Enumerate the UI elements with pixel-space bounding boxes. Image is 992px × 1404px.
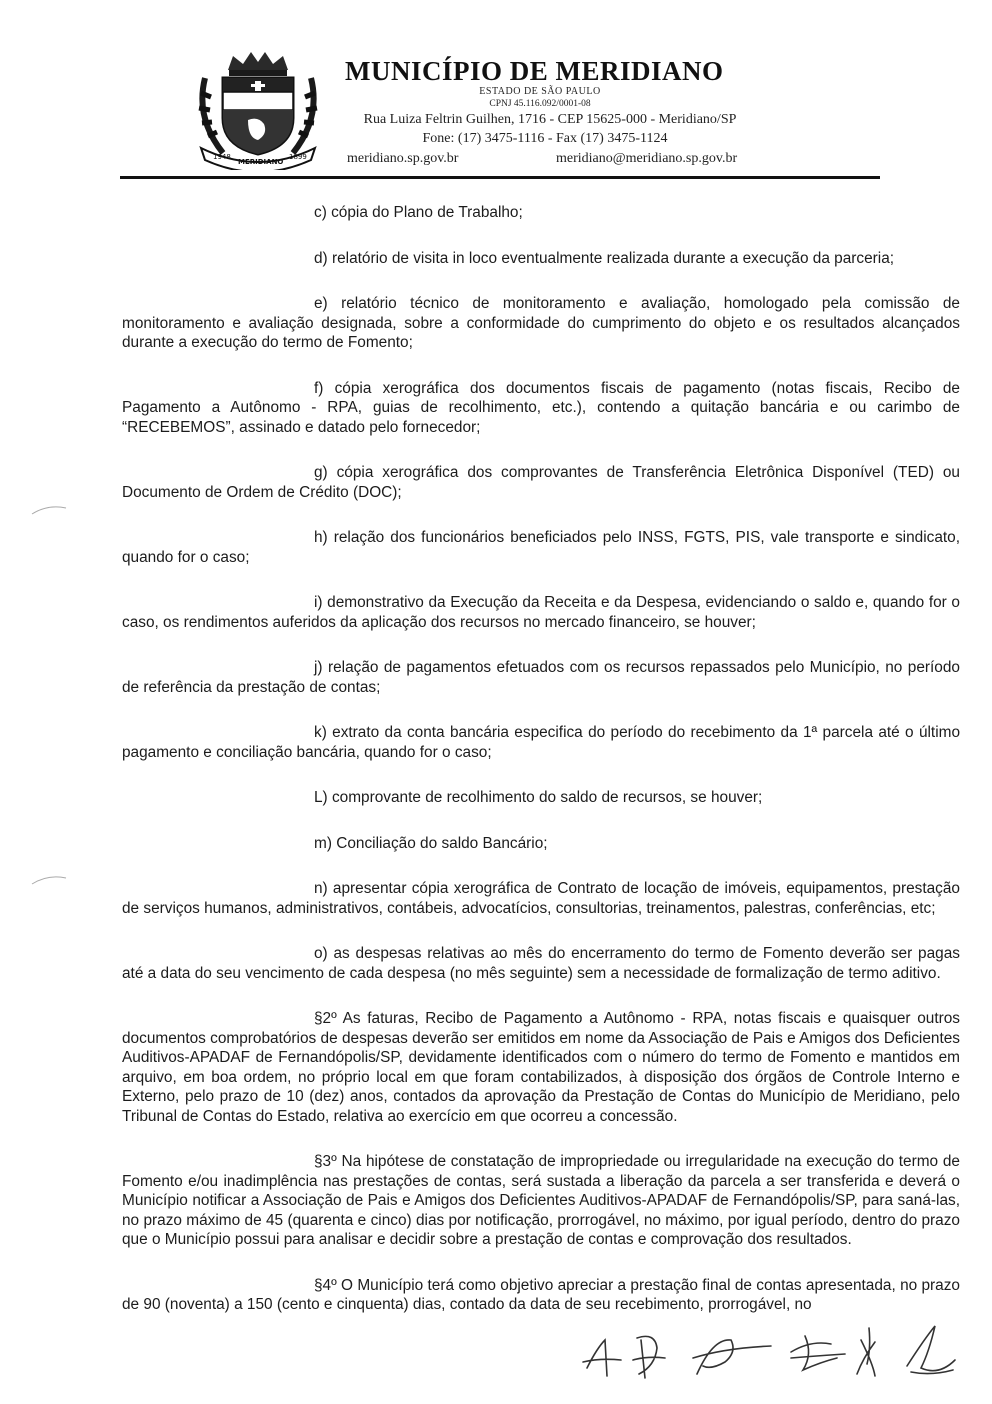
paragraph-item-g: g) cópia xerográfica dos comprovantes de Transferência Eletrônica Disponível (TED) ou Documento de Ordem de Crédito (DOC); — [122, 464, 960, 501]
paragraph-item-h: h) relação dos funcionários beneficiados pelo INSS, FGTS, PIS, vale transporte e sindicato, quando for o caso; — [122, 529, 960, 566]
paragraph-section-3: §3º Na hipótese de constatação de impropriedade ou irregularidade na execução do termo de Fomento e/ou inadimplência nas prestações de contas, será sustada a liberação da parcela a ser transferida e deverá o Município notificar a Associação de Pais e Amigos dos Deficientes Auditivos-APADAF de Fernandópolis/SP, para saná-las, no prazo máximo de 45 (quarenta e cinco) dias por notificação, prorrogável, no máximo, por igual período, dentro do prazo que o Município possui para analisar e decidir sobre a prestação de contas e comprovação dos resultados. — [122, 1153, 960, 1248]
header-divider — [120, 176, 880, 179]
paragraph-section-4: §4º O Município terá como objetivo apreciar a prestação final de contas apresentada, no prazo de 90 (noventa) a 150 (cento e cinquenta) dias, contado da data de seu recebimento, prorrogável, no — [122, 1276, 960, 1313]
municipal-crest-emblem — [193, 48, 323, 170]
margin-mark — [30, 500, 70, 520]
state-name: ESTADO DE SÃO PAULO — [479, 86, 601, 97]
email-address: meridiano@meridiano.sp.gov.br — [556, 151, 738, 166]
crest-year-left: 1948 — [213, 153, 231, 161]
paragraph-item-f: f) cópia xerográfica dos documentos fiscais de pagamento (notas fiscais, Recibo de Pagamento a Autônomo - RPA, guias de recolhimento, etc.), contendo a quitação bancária e ou carimbo de “RECEBEMOS”, assinado e datado pelo fornecedor; — [122, 379, 960, 436]
paragraph-item-i: i) demonstrativo da Execução da Receita e da Despesa, evidenciando o saldo e, quando for o caso, os rendimentos auferidos da aplicação dos recursos no mercado financeiro, se houver; — [122, 594, 960, 631]
crest-ribbon-text: MERIDIANO — [238, 158, 284, 166]
paragraph-section-2: §2º As faturas, Recibo de Pagamento a Autônomo - RPA, notas fiscais e quaisquer outros documentos comprobatórios de despesas deverão ser emitidos em nome da Associação de Pais e Amigos dos Deficientes Auditivos-APADAF de Fernandópolis/SP, devidamente identificados com o número do termo de Fomento e mantidos em arquivo, em boa ordem, no próprio local em que foram contabilizados, à disposição dos órgãos de Controle Interno e Externo, pelo prazo de 10 (dez) anos, contados da aprovação da Prestação de Contas do Município de Meridiano, pelo Tribunal de Contas do Estado, relativa ao exercício em que ocorreu a concessão. — [122, 1010, 960, 1125]
document-body — [122, 203, 960, 1315]
paragraph-item-l: L) comprovante de recolhimento do saldo de recursos, se houver; — [314, 789, 763, 806]
crest-year-right: 1899 — [289, 153, 307, 161]
paragraph-item-m: m) Conciliação do saldo Bancário; — [314, 834, 548, 852]
website-link: meridiano.sp.gov.br — [347, 151, 459, 166]
handwritten-initials-signature — [575, 1318, 975, 1388]
municipality-title: MUNICÍPIO DE MERIDIANO — [345, 56, 724, 86]
cnpj-number: CPNJ 45.116.092/0001-08 — [489, 99, 591, 109]
paragraph-item-d: d) relatório de visita in loco eventualmente realizada durante a execução da parceria; — [314, 249, 895, 267]
paragraph-item-k: k) extrato da conta bancária especifica do período do recebimento da 1ª parcela até o último pagamento e conciliação bancária, quando for o caso; — [122, 724, 960, 761]
margin-mark — [30, 870, 70, 890]
paragraph-item-e: e) relatório técnico de monitoramento e avaliação, homologado pela comissão de monitoramento e avaliação designada, sobre a conformidade do cumprimento do objeto e os resultados alcançados durante a execução do termo de Fomento; — [122, 295, 960, 351]
address-line: Rua Luiza Feltrin Guilhen, 1716 - CEP 15625-000 - Meridiano/SP — [363, 112, 737, 127]
paragraph-item-o: o) as despesas relativas ao mês do encerramento do termo de Fomento deverão ser pagas até a data do seu vencimento de cada despesa (no mês seguinte) sem a necessidade de formalização de termo aditivo. — [122, 945, 960, 982]
paragraph-item-n: n) apresentar cópia xerográfica de Contrato de locação de imóveis, equipamentos, prestação de serviços humanos, administrativos, contábeis, advocatícios, consultorias, treinamentos, palestras, conferências, etc; — [122, 880, 960, 917]
phone-line: Fone: (17) 3475-1116 - Fax (17) 3475-1124 — [422, 131, 668, 146]
paragraph-item-j: j) relação de pagamentos efetuados com os recursos repassados pelo Município, no período de referência da prestação de contas; — [122, 659, 960, 696]
paragraph-item-c: c) cópia do Plano de Trabalho; — [314, 204, 523, 221]
